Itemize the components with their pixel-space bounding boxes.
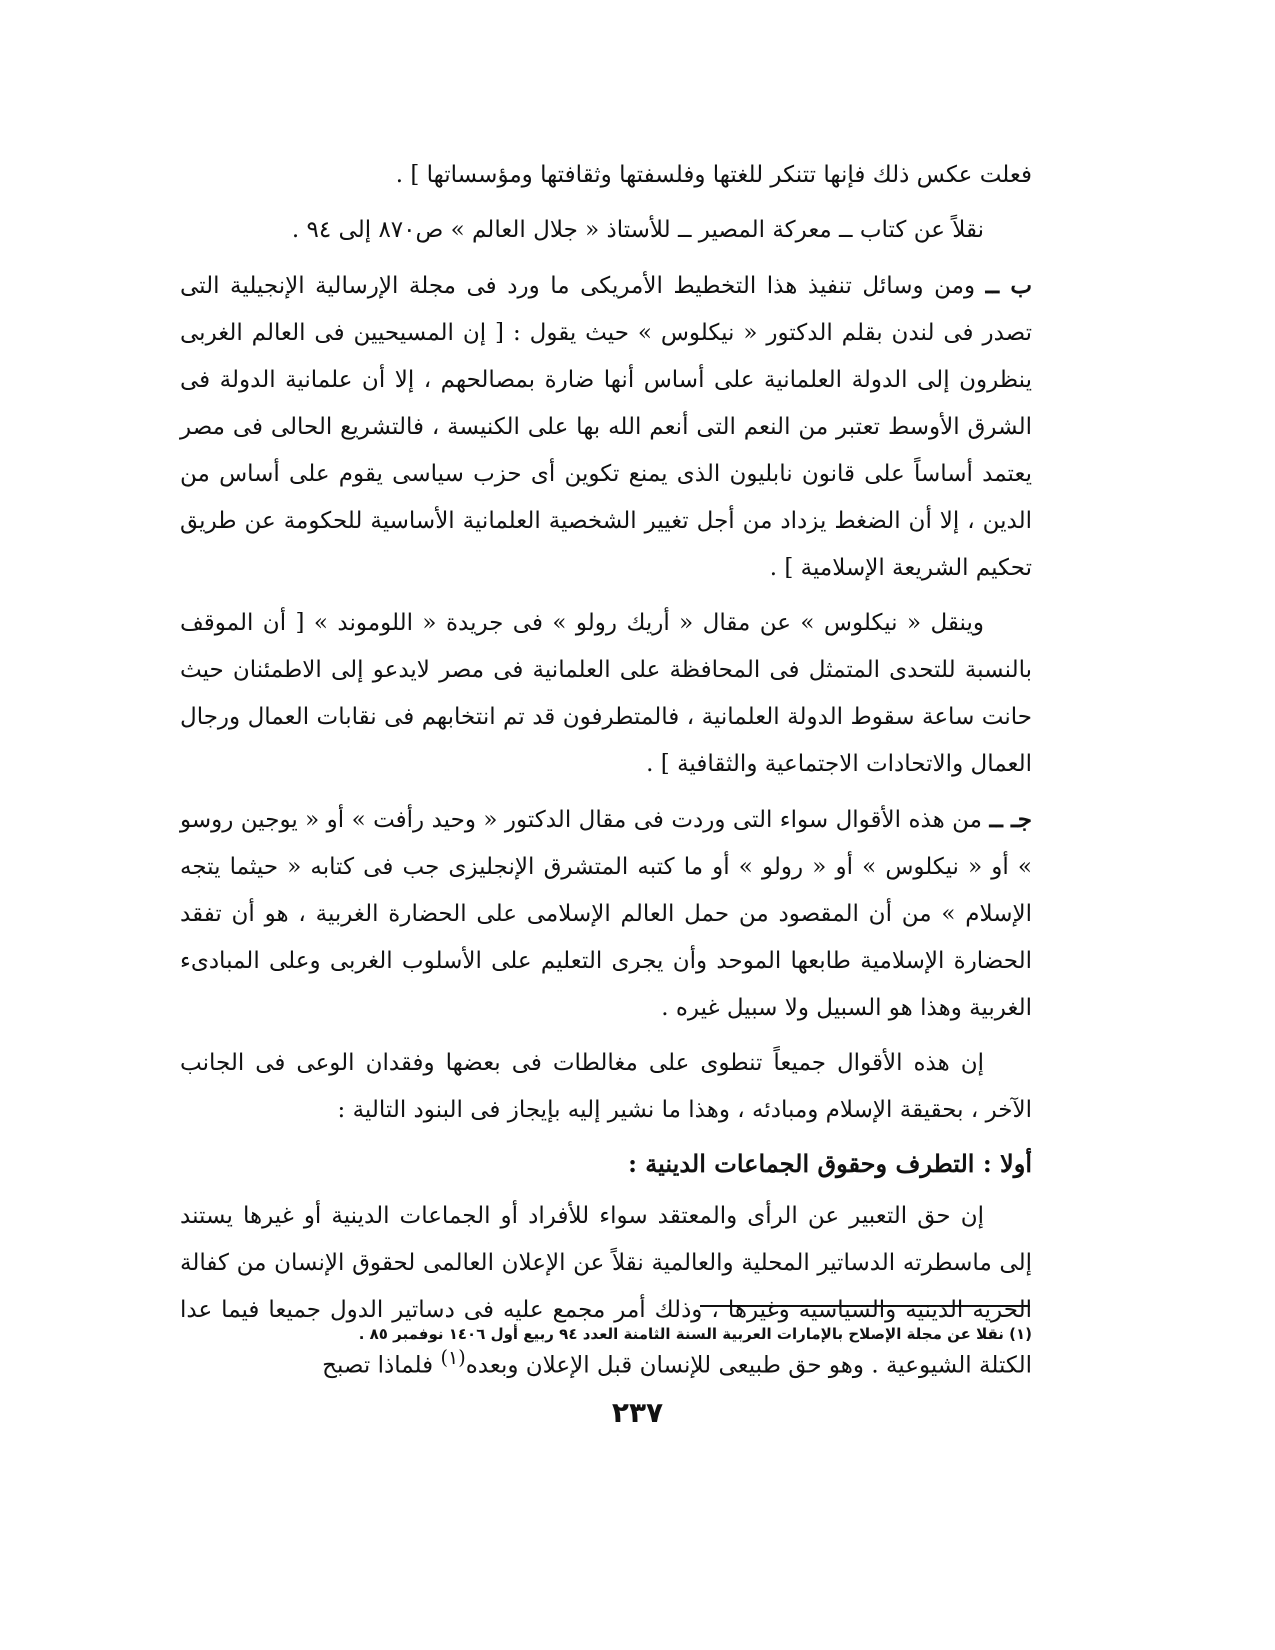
paragraph-j <box>180 796 1032 1032</box>
footnote-reference: (١) <box>440 1346 466 1369</box>
paragraph-niklos-quote: وينقل « نيكلوس » عن مقال « أريك رولو » فى جريدة « اللوموند » [ أن الموقف بالنسبة للتحدى المتمثل فى المحافظة على العلمانية فى مصر لايدعو إلى الاطمئنان حيث حانت ساعة سقوط الدولة العلمانية ، فالمتطرفون قد تم انتخابهم فى نقابات العمال ورجال العمال والاتحادات الاجتماعية والثقافية ] . <box>180 610 1032 777</box>
paragraph-continuation: فعلت عكس ذلك فإنها تتنكر للغتها وفلسفتها وثقافتها ومؤسساتها ] . <box>395 162 1032 188</box>
citation-note: نقلاً عن كتاب ــ معركة المصير ــ للأستاذ « جلال العالم » ص٨٧٠ إلى ٩٤ . <box>291 217 984 243</box>
paragraph-rights-text: إن حق التعبير عن الرأى والمعتقد سواء للأفراد أو الجماعات الدينية أو غيرها يستند إلى ماسطرته الدساتير المحلية والعالمية نقلاً عن الإعلان العالمى لحقوق الإنسان من كفالة الحرية الدينية والسياسية وغيرها ، وذلك أمر مجمع عليه فى دساتير الدول جميعا فيما عدا الكتلة الشيوعية . وهو حق طبيعى للإنسان قبل الإعلان وبعده <box>180 1203 1032 1379</box>
page-body <box>180 152 1032 1390</box>
paragraph-j-text: من هذه الأقوال سواء التى وردت فى مقال الدكتور « وحيد رأفت » أو « يوجين روسو » أو « نيكلوس » أو « رولو » أو ما كتبه المتشرق الإنجليزى جب فى كتابه « حيثما يتجه الإسلام » من أن المقصود من حمل العالم الإسلامى على الحضارة الغربية ، هو أن تفقد الحضارة الإسلامية طابعها الموحد وأن يجرى التعليم على الأسلوب الغربى وعلى المبادىء الغربية وهذا هو السبيل ولا سبيل غيره . <box>180 807 1032 1021</box>
paragraph-b <box>180 262 1032 592</box>
item-marker-b: ب ــ <box>985 272 1033 299</box>
paragraph-rights <box>180 1193 1032 1390</box>
item-marker-j: جـ ــ <box>989 806 1032 833</box>
paragraph-rights-end: فلماذا تصبح <box>322 1352 441 1379</box>
footnote: (١) نقلا عن مجلة الإصلاح بالإمارات العربية السنة الثامنة العدد ٩٤ ربيع أول ١٤٠٦ نوفمبر ٨٥ . <box>358 1325 1032 1343</box>
page-number: ٢٣٧ <box>611 1396 664 1429</box>
paragraph-summary: إن هذه الأقوال جميعاً تنطوى على مغالطات فى بعضها وفقدان الوعى فى الجانب الآخر ، بحقيقة الإسلام ومبادئه ، وهذا ما نشير إليه بإيجاز فى البنود التالية : <box>180 1050 1032 1123</box>
section-heading: أولا : التطرف وحقوق الجماعات الدينية : <box>628 1149 1032 1178</box>
paragraph-b-text: ومن وسائل تنفيذ هذا التخطيط الأمريكى ما ورد فى مجلة الإرسالية الإنجيلية التى تصدر فى لندن بقلم الدكتور « نيكلوس » حيث يقول : [ إن المسيحيين فى العالم الغربى ينظرون إلى الدولة العلمانية على أساس أنها ضارة بمصالحهم ، إلا أن علمانية الدولة فى الشرق الأوسط تعتبر من النعم التى أنعم الله بها على الكنيسة ، فالتشريع الحالى فى مصر يعتمد أساساً على قانون نابليون الذى يمنع تكوين أى حزب سياسى يقوم على أساس من الدين ، إلا أن الضغط يزداد من أجل تغيير الشخصية العلمانية الأساسية للحكومة عن طريق تحكيم الشريعة الإسلامية ] . <box>180 273 1032 581</box>
footnote-divider <box>700 1305 1030 1307</box>
